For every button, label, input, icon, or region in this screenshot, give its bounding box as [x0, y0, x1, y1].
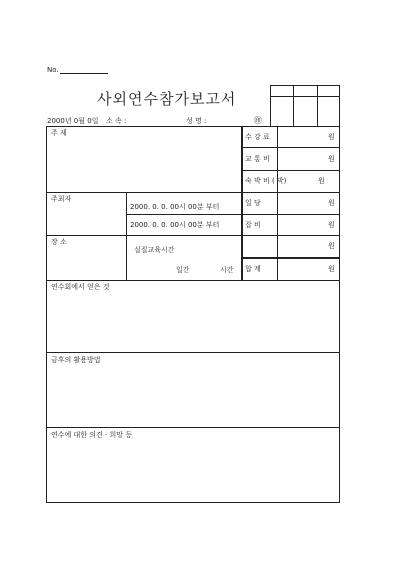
report-date: 2000년 0월 0일	[47, 117, 99, 125]
cost-row-line-5	[242, 235, 340, 236]
approval-box	[270, 85, 340, 127]
cost-row-line-2	[242, 170, 340, 171]
affiliation-label: 소 속 :	[106, 117, 127, 125]
cost-row-line-6	[242, 257, 340, 259]
cost-row-line-1	[242, 147, 340, 148]
plan-bottom-line	[46, 427, 340, 428]
cost-unit: 원	[328, 242, 335, 250]
cost-unit: 원	[318, 177, 325, 185]
cost-row-line-4	[242, 214, 340, 215]
subject-label: 주 제	[51, 129, 67, 137]
cost-label-daily: 일 당	[245, 199, 261, 207]
period-from-text: 2000. 0. 0. 00시 00분 부터	[130, 203, 220, 211]
report-table	[46, 126, 340, 503]
cost-label-lodging: 숙 박 비 ( 박)	[245, 177, 287, 185]
document-number-field[interactable]	[60, 73, 108, 74]
plan-label: 금후의 활용방법	[51, 356, 101, 364]
cost-label-tuition: 수 강 료	[245, 133, 270, 141]
opinion-label: 연수에 대한 의견 · 희망 등	[51, 431, 132, 439]
organizer-bottom-line	[46, 235, 242, 236]
subject-bottom-line	[46, 192, 242, 193]
approval-box-divider	[270, 96, 340, 97]
gained-label: 연수회에서 얻은 것	[51, 283, 110, 291]
cost-unit: 원	[328, 265, 335, 273]
hours-label: 시간	[220, 266, 234, 274]
cost-unit: 원	[328, 199, 335, 207]
name-label: 성 명 :	[186, 117, 207, 125]
document-number-label: No.	[47, 66, 59, 74]
cost-row-line-3	[242, 192, 340, 193]
cost-label-transport: 교 통 비	[245, 155, 270, 163]
cost-unit: 원	[328, 133, 335, 141]
period-divider	[126, 214, 242, 215]
document-title: 사외연수참가보고서	[97, 90, 237, 108]
place-label: 장 소	[51, 238, 67, 246]
seal-icon: ㊞	[254, 116, 262, 125]
place-bottom-line	[46, 280, 340, 281]
approval-col-1	[293, 85, 294, 127]
days-label: 일간	[176, 266, 190, 274]
cost-unit: 원	[328, 155, 335, 163]
approval-col-2	[317, 85, 318, 127]
gained-bottom-line	[46, 352, 340, 353]
actual-hours-label: 실질교육시간	[134, 246, 175, 254]
cost-label-total: 합 계	[245, 265, 261, 273]
cost-label-misc: 잡 비	[245, 221, 261, 229]
organizer-label: 주최자	[51, 195, 72, 203]
cost-unit: 원	[328, 221, 335, 229]
organizer-divider	[126, 192, 127, 280]
period-to-text: 2000. 0. 0. 00시 00분 부터	[130, 221, 220, 229]
